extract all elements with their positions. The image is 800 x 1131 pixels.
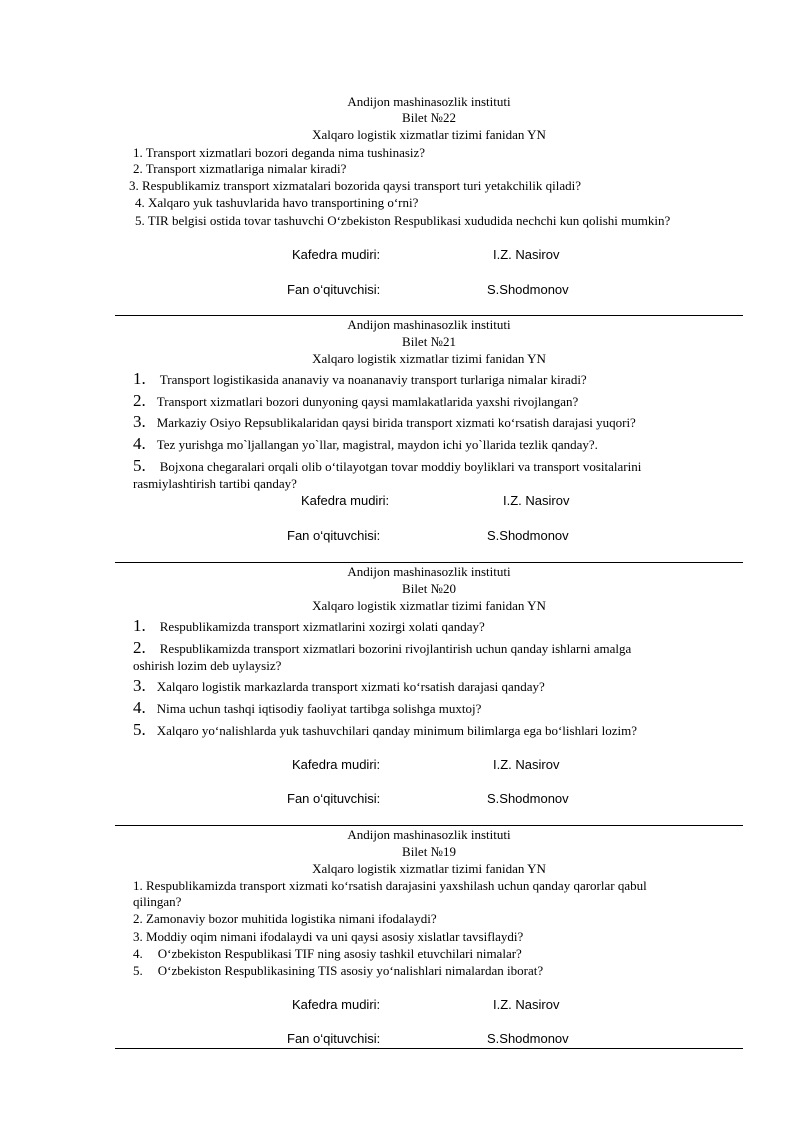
subject-title: Xalqaro logistik xizmatlar tizimi fanidan YN [312, 861, 546, 876]
subject-title: Xalqaro logistik xizmatlar tizimi fanidan YN [312, 351, 546, 366]
question-5-continuation: rasmiylashtirish tartibi qanday? [133, 476, 297, 491]
question-5: 5. O‘zbekiston Respublikasining TIS asosiy yo‘nalishlari nimalardan iborat? [133, 963, 544, 978]
question-2-continuation: oshirish lozim deb uylaysiz? [133, 658, 282, 673]
kafedra-label: Kafedra mudiri: [301, 493, 390, 508]
teacher-name: S.Shodmonov [487, 1031, 569, 1046]
institute-title: Andijon mashinasozlik instituti [347, 317, 511, 332]
separator-line [115, 315, 743, 316]
question-5: 5. Bojxona chegaralari orqali olib o‘tilayotgan tovar moddiy boyliklari va transport vositalarini [133, 456, 642, 475]
question-2: 2. Zamonaviy bozor muhitida logistika nimani ifodalaydi? [133, 911, 437, 926]
teacher-label: Fan o‘qituvchisi: [287, 528, 381, 543]
teacher-label: Fan o‘qituvchisi: [287, 282, 381, 297]
teacher-name: S.Shodmonov [487, 791, 569, 806]
kafedra-name: I.Z. Nasirov [493, 757, 560, 772]
question-3: 3. Markaziy Osiyo Repsublikalaridan qaysi birida transport xizmati ko‘rsatish darajasi yuqori? [133, 412, 636, 431]
separator-line [115, 1048, 743, 1049]
ticket-number: Bilet №19 [402, 844, 456, 859]
separator-line [115, 562, 743, 563]
question-1: 1. Respublikamizda transport xizmatlarini xozirgi xolati qanday? [133, 616, 485, 635]
kafedra-label: Kafedra mudiri: [292, 247, 381, 262]
kafedra-label: Kafedra mudiri: [292, 997, 381, 1012]
question-1: 1. Respublikamizda transport xizmati ko‘rsatish darajasini yaxshilash uchun qanday qarorlar qabul [133, 878, 647, 893]
question-2: 2. Transport xizmatlari bozori dunyoning qaysi mamlakatlarida yaxshi rivojlangan? [133, 391, 579, 410]
kafedra-name: I.Z. Nasirov [493, 247, 560, 262]
institute-title: Andijon mashinasozlik instituti [347, 827, 511, 842]
ticket-number: Bilet №21 [402, 334, 456, 349]
question-4: 4. Tez yurishga mo`ljallangan yo`llar, magistral, maydon ichi yo`llarida tezlik qanday?. [133, 434, 598, 453]
question-2: 2. Respublikamizda transport xizmatlari bozorini rivojlantirish uchun qanday ishlarni amalga [133, 638, 632, 657]
institute-title: Andijon mashinasozlik instituti [347, 564, 511, 579]
question-3: 3. Respublikamiz transport xizmatalari bozorida qaysi transport turi yetakchilik qiladi? [129, 178, 581, 193]
question-2: 2. Transport xizmatlariga nimalar kiradi? [133, 161, 347, 176]
teacher-name: S.Shodmonov [487, 282, 569, 297]
subject-title: Xalqaro logistik xizmatlar tizimi fanidan YN [312, 598, 546, 613]
teacher-name: S.Shodmonov [487, 528, 569, 543]
question-5: 5. Xalqaro yo‘nalishlarda yuk tashuvchilari qanday minimum bilimlarga ega bo‘lishlari lozim? [133, 720, 638, 739]
separator-line [115, 825, 743, 826]
ticket-number: Bilet №20 [402, 581, 456, 596]
question-4: 4. O‘zbekiston Respublikasi TIF ning asosiy tashkil etuvchilari nimalar? [133, 946, 522, 961]
ticket-number: Bilet №22 [402, 110, 456, 125]
kafedra-name: I.Z. Nasirov [493, 997, 560, 1012]
teacher-label: Fan o‘qituvchisi: [287, 791, 381, 806]
question-1: 1. Transport logistikasida ananaviy va noananaviy transport turlariga nimalar kiradi? [133, 369, 587, 388]
question-4: 4. Nima uchun tashqi iqtisodiy faoliyat tartibga solishga muxtoj? [133, 698, 482, 717]
question-3: 3. Moddiy oqim nimani ifodalaydi va uni qaysi asosiy xislatlar tavsiflaydi? [133, 929, 524, 944]
teacher-label: Fan o‘qituvchisi: [287, 1031, 381, 1046]
question-4: 4. Xalqaro yuk tashuvlarida havo transportining o‘rni? [135, 195, 419, 210]
kafedra-label: Kafedra mudiri: [292, 757, 381, 772]
question-3: 3. Xalqaro logistik markazlarda transport xizmati ko‘rsatish darajasi qanday? [133, 676, 545, 695]
subject-title: Xalqaro logistik xizmatlar tizimi fanidan YN [312, 127, 546, 142]
kafedra-name: I.Z. Nasirov [503, 493, 570, 508]
question-1-continuation: qilingan? [133, 894, 182, 909]
question-1: 1. Transport xizmatlari bozori deganda nima tushinasiz? [133, 145, 426, 160]
question-5: 5. TIR belgisi ostida tovar tashuvchi O‘zbekiston Respublikasi xududida nechchi kun qolishi mumkin? [135, 213, 671, 228]
institute-title: Andijon mashinasozlik instituti [347, 94, 511, 109]
